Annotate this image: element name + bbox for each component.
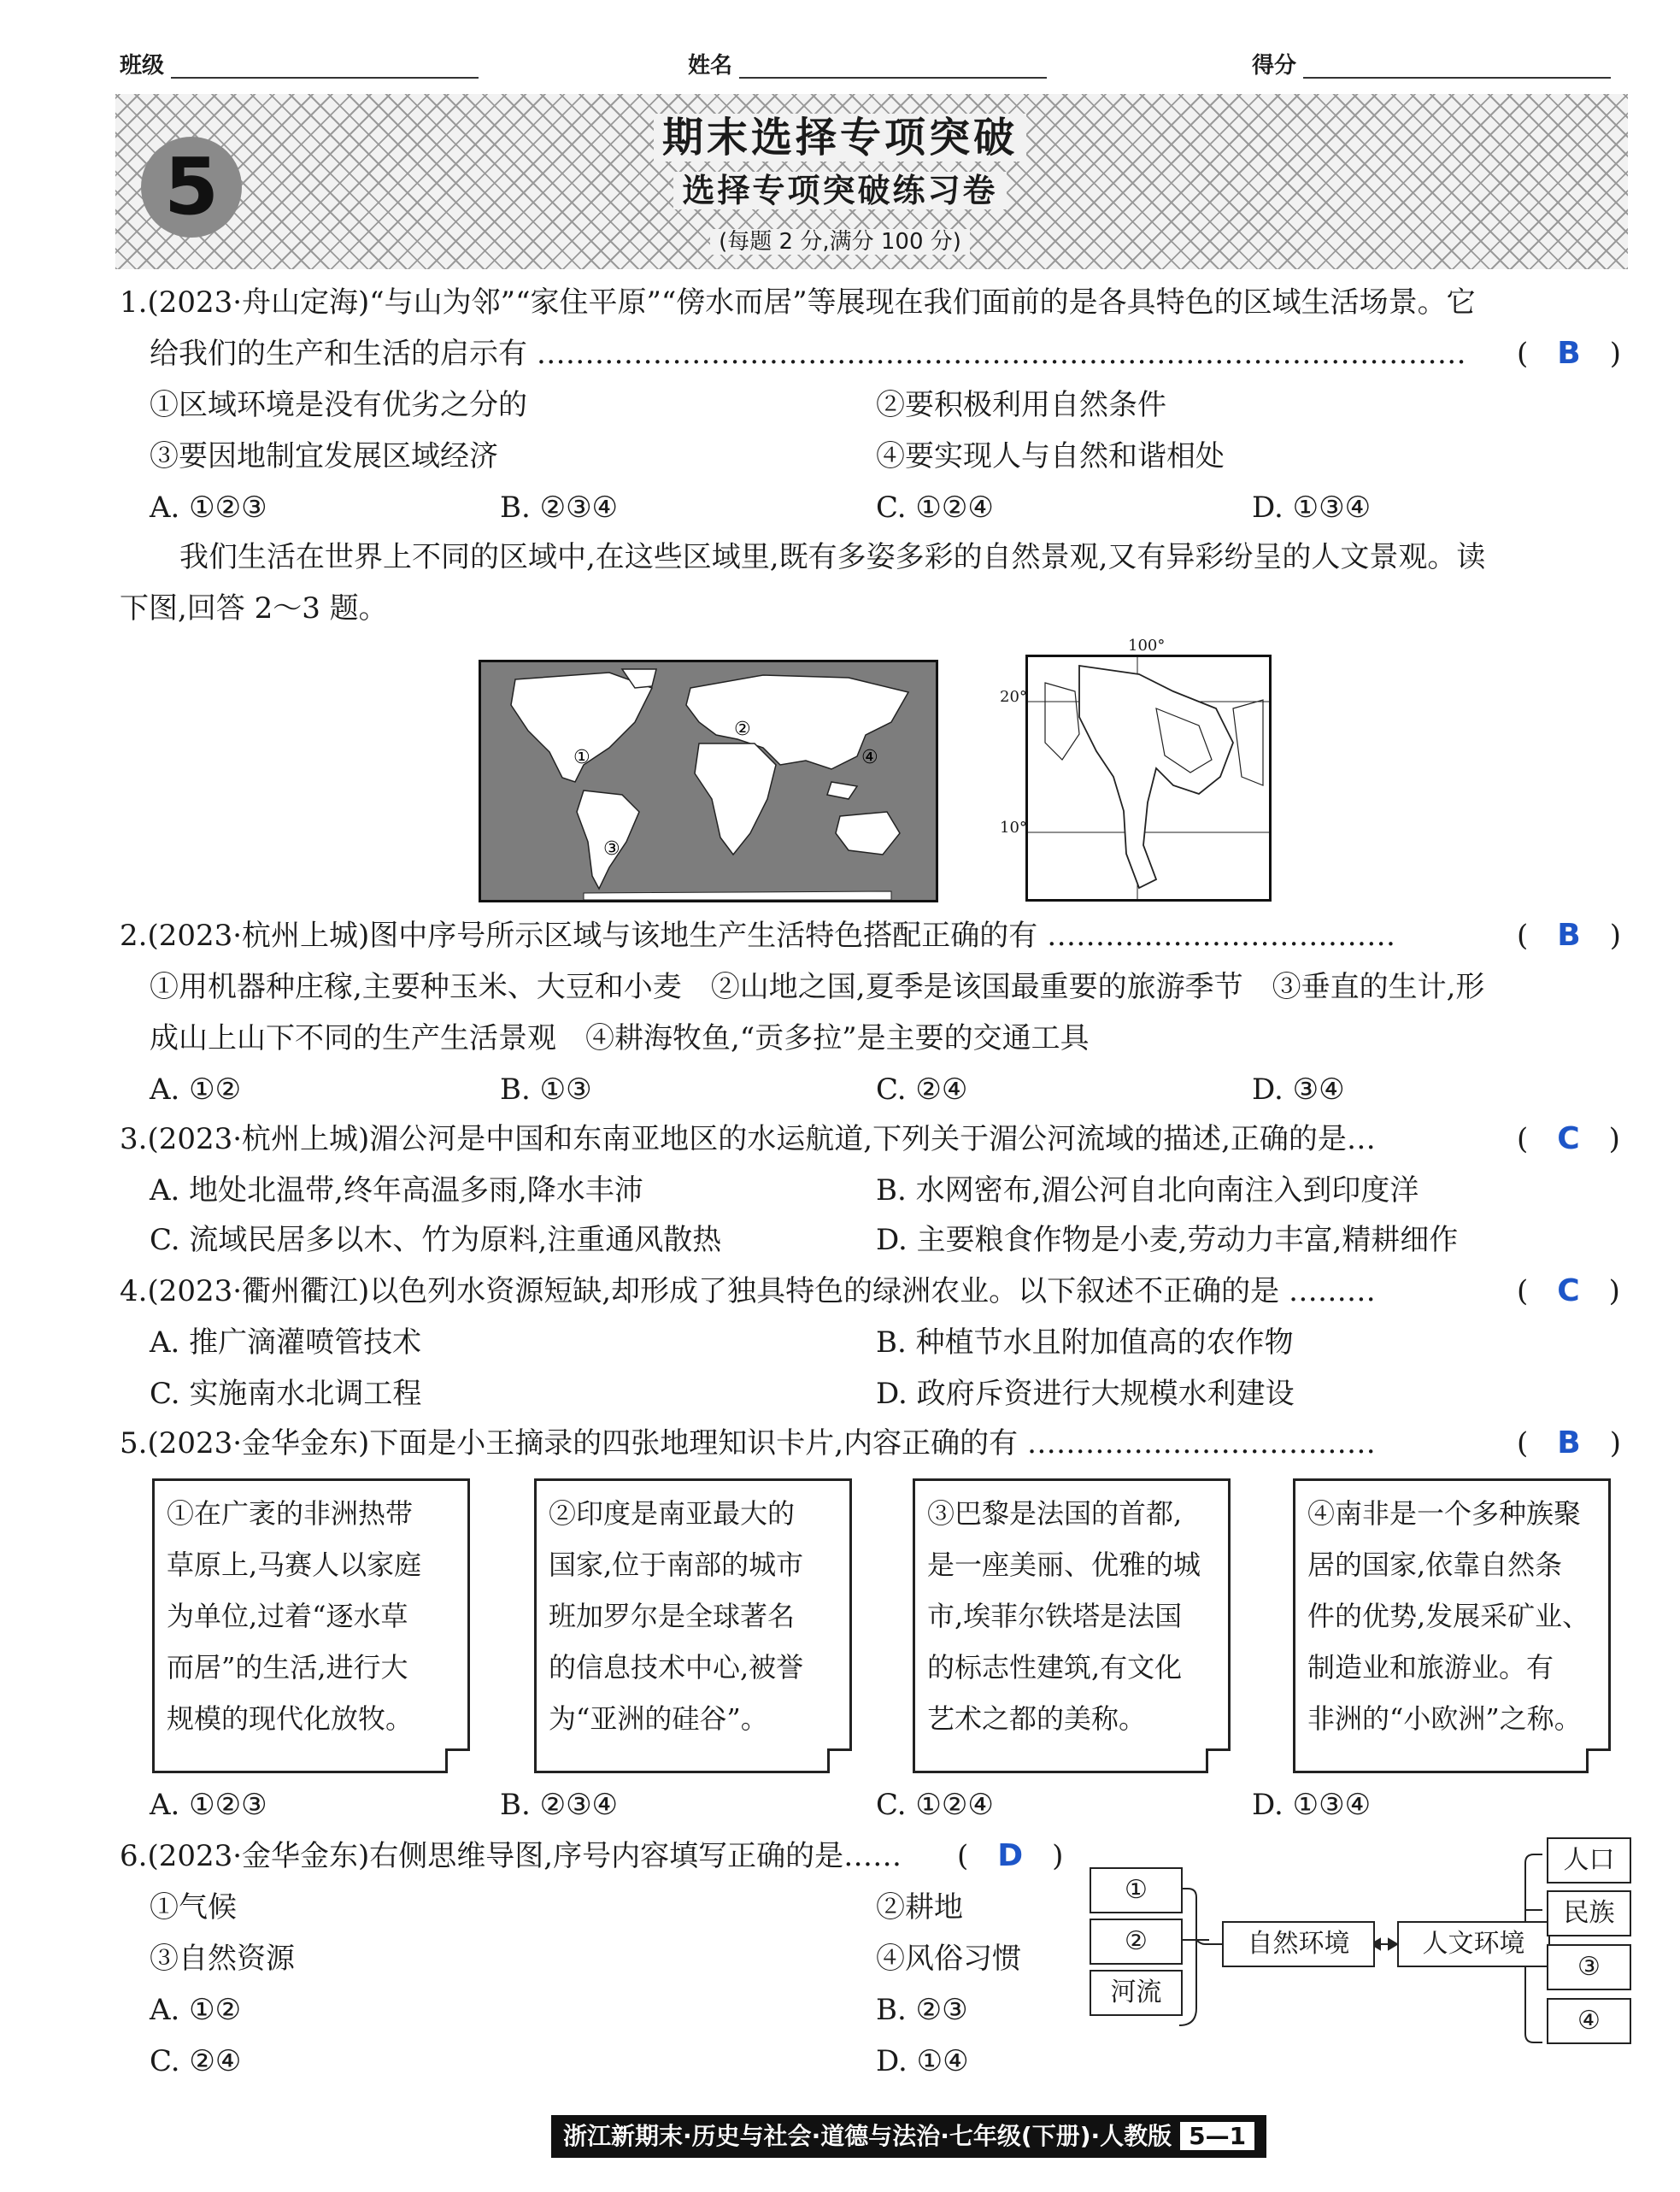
q5-option-d[interactable]: D. ①③④ — [1252, 1788, 1372, 1822]
world-marker-2: ② — [734, 719, 751, 740]
intro-line2: 下图,回答 2～3 题。 — [120, 591, 388, 626]
q2-answer: ( B ) — [1517, 918, 1621, 953]
mindmap-left-box-1: ① — [1090, 1867, 1183, 1913]
q5-stem: 5.(2023·金华金东)下面是小王摘录的四张地理知识卡片,内容正确的有 ……………………………… — [120, 1426, 1376, 1460]
page-curl-icon — [1206, 1748, 1231, 1773]
class-label: 班级 — [120, 53, 165, 79]
q2-stem: 2.(2023·杭州上城)图中序号所示区域与该地生产生活特色搭配正确的有 ……………………………… — [120, 919, 1396, 953]
q6-statement-2: ②耕地 — [876, 1890, 963, 1925]
q2-option-b[interactable]: B. ①③ — [500, 1072, 592, 1107]
q6-statement-4: ④风俗习惯 — [876, 1942, 1021, 1976]
world-map-svg — [481, 662, 936, 900]
mindmap-right-box-2: 民族 — [1547, 1890, 1631, 1936]
q6-option-d[interactable]: D. ①④ — [876, 2044, 969, 2078]
world-marker-1: ① — [573, 747, 590, 768]
q1-answer: ( B ) — [1517, 336, 1621, 371]
q2-option-d[interactable]: D. ③④ — [1252, 1072, 1345, 1107]
q6-option-c[interactable]: C. ②④ — [150, 2044, 242, 2078]
score-label: 得分 — [1252, 53, 1297, 79]
q5-answer: ( B ) — [1517, 1425, 1621, 1460]
q4-answer: ( C ) — [1517, 1273, 1620, 1308]
q1-stem-line1: 1.(2023·舟山定海)“与山为邻”“家住平原”“傍水而居”等展现在我们面前的是各具特色的区域生活场景。它 — [120, 285, 1476, 320]
q3-option-a[interactable]: A. 地处北温带,终年高温多雨,降水丰沛 — [150, 1173, 643, 1208]
name-label: 姓名 — [688, 53, 733, 79]
q2-option-a[interactable]: A. ①② — [150, 1072, 242, 1107]
page-number: 5—1 — [1180, 2122, 1254, 2150]
q3-option-d[interactable]: D. 主要粮食作物是小麦,劳动力丰富,精耕细作 — [876, 1223, 1459, 1257]
q5-option-b[interactable]: B. ②③④ — [500, 1788, 619, 1822]
world-map — [479, 660, 938, 902]
q1-statement-1: ①区域环境是没有优劣之分的 — [150, 388, 527, 422]
score-blank[interactable] — [1303, 77, 1611, 79]
q6-statement-1: ①气候 — [150, 1890, 237, 1925]
q4-option-a[interactable]: A. 推广滴灌喷管技术 — [150, 1325, 422, 1360]
q6-stem: 6.(2023·金华金东)右侧思维导图,序号内容填写正确的是…… — [120, 1839, 902, 1873]
page-curl-icon — [827, 1748, 852, 1773]
sea-map-svg — [1028, 657, 1269, 899]
q2-statements-line1: ①用机器种庄稼,主要种玉米、大豆和小麦 ②山地之国,夏季是该国最重要的旅游季节 ③垂直的生计,形 — [150, 970, 1485, 1004]
intro-line1: 我们生活在世界上不同的区域中,在这些区域里,既有多姿多彩的自然景观,又有异彩纷呈的人文景观。读 — [179, 540, 1486, 574]
q1-option-d[interactable]: D. ①③④ — [1252, 491, 1372, 525]
southeast-asia-map — [1025, 655, 1272, 902]
world-marker-3: ③ — [603, 838, 620, 860]
knowledge-card-1: ①在广袤的非洲热带 草原上,马赛人以家庭 为单位,过着“逐水草 而居”的生活,进行大 规模的现代化放牧。 — [152, 1478, 470, 1773]
mindmap-right-box-1: 人口 — [1547, 1837, 1631, 1883]
page-subtitle: 选择专项突破练习卷 — [0, 164, 1680, 211]
q4-option-d[interactable]: D. 政府斥资进行大规模水利建设 — [876, 1377, 1295, 1411]
sea-lat10-label: 10° — [1000, 819, 1027, 837]
q6-statement-3: ③自然资源 — [150, 1942, 295, 1976]
knowledge-card-3: ③巴黎是法国的首都, 是一座美丽、优雅的城 市,埃菲尔铁塔是法国 的标志性建筑,有文化 艺术之都的美称。 — [913, 1478, 1231, 1773]
knowledge-card-4: ④南非是一个多种族聚 居的国家,依靠自然条 件的优势,发展采矿业、 制造业和旅游业。有 非洲的“小欧洲”之称。 — [1293, 1478, 1611, 1773]
unit-badge: 5 — [141, 137, 242, 238]
q1-option-c[interactable]: C. ①②④ — [876, 491, 994, 525]
q5-option-a[interactable]: A. ①②③ — [150, 1788, 267, 1822]
q1-statement-2: ②要积极利用自然条件 — [876, 388, 1166, 422]
q4-option-b[interactable]: B. 种植节水且附加值高的农作物 — [876, 1325, 1294, 1360]
q6-answer: ( D ) — [957, 1838, 1064, 1873]
q6-option-a[interactable]: A. ①② — [150, 1993, 242, 2027]
mindmap-left-box-3: 河流 — [1090, 1970, 1183, 2016]
q3-answer: ( C ) — [1517, 1121, 1620, 1156]
q3-option-c[interactable]: C. 流域民居多以木、竹为原料,注重通风散热 — [150, 1223, 722, 1257]
q1-option-a[interactable]: A. ①②③ — [150, 491, 267, 525]
q1-statement-3: ③要因地制宜发展区域经济 — [150, 439, 498, 473]
q1-statement-4: ④要实现人与自然和谐相处 — [876, 439, 1225, 473]
q5-option-c[interactable]: C. ①②④ — [876, 1788, 994, 1822]
sea-longitude-label: 100° — [1128, 637, 1166, 655]
class-blank[interactable] — [171, 77, 479, 79]
mindmap-nature-box: 自然环境 — [1222, 1921, 1375, 1967]
q4-option-c[interactable]: C. 实施南水北调工程 — [150, 1377, 422, 1411]
mindmap-human-box: 人文环境 — [1397, 1921, 1550, 1967]
q1-stem-line2: 给我们的生产和生活的启示有 …………………………………………………………………………………… — [150, 337, 1466, 371]
mindmap-right-box-3: ③ — [1547, 1944, 1631, 1990]
q2-option-c[interactable]: C. ②④ — [876, 1072, 968, 1107]
name-blank[interactable] — [739, 77, 1047, 79]
q3-option-b[interactable]: B. 水网密布,湄公河自北向南注入到印度洋 — [876, 1173, 1419, 1208]
score-note: (每题 2 分,满分 100 分) — [0, 224, 1680, 256]
page-title: 期末选择专项突破 — [0, 104, 1680, 163]
page-curl-icon — [445, 1748, 470, 1773]
mindmap-left-box-2: ② — [1090, 1919, 1183, 1965]
mindmap-right-box-4: ④ — [1547, 1998, 1631, 2044]
q4-stem: 4.(2023·衢州衢江)以色列水资源短缺,却形成了独具特色的绿洲农业。以下叙述不正确的是 ……… — [120, 1274, 1376, 1308]
sea-lat20-label: 20° — [1000, 688, 1027, 706]
knowledge-card-2: ②印度是南亚最大的 国家,位于南部的城市 班加罗尔是全球著名 的信息技术中心,被誉 为“亚洲的硅谷”。 — [534, 1478, 852, 1773]
page-footer: 浙江新期末·历史与社会·道德与法治·七年级(下册)·人教版 5—1 — [551, 2115, 1266, 2158]
page-curl-icon — [1586, 1748, 1611, 1773]
world-marker-4: ④ — [861, 747, 878, 768]
q3-stem: 3.(2023·杭州上城)湄公河是中国和东南亚地区的水运航道,下列关于湄公河流域的描述,正确的是… — [120, 1122, 1376, 1156]
q1-option-b[interactable]: B. ②③④ — [500, 491, 619, 525]
q2-statements-line2: 成山上山下不同的生产生活景观 ④耕海牧鱼,“贡多拉”是主要的交通工具 — [150, 1021, 1090, 1055]
q6-option-b[interactable]: B. ②③ — [876, 1993, 968, 2027]
